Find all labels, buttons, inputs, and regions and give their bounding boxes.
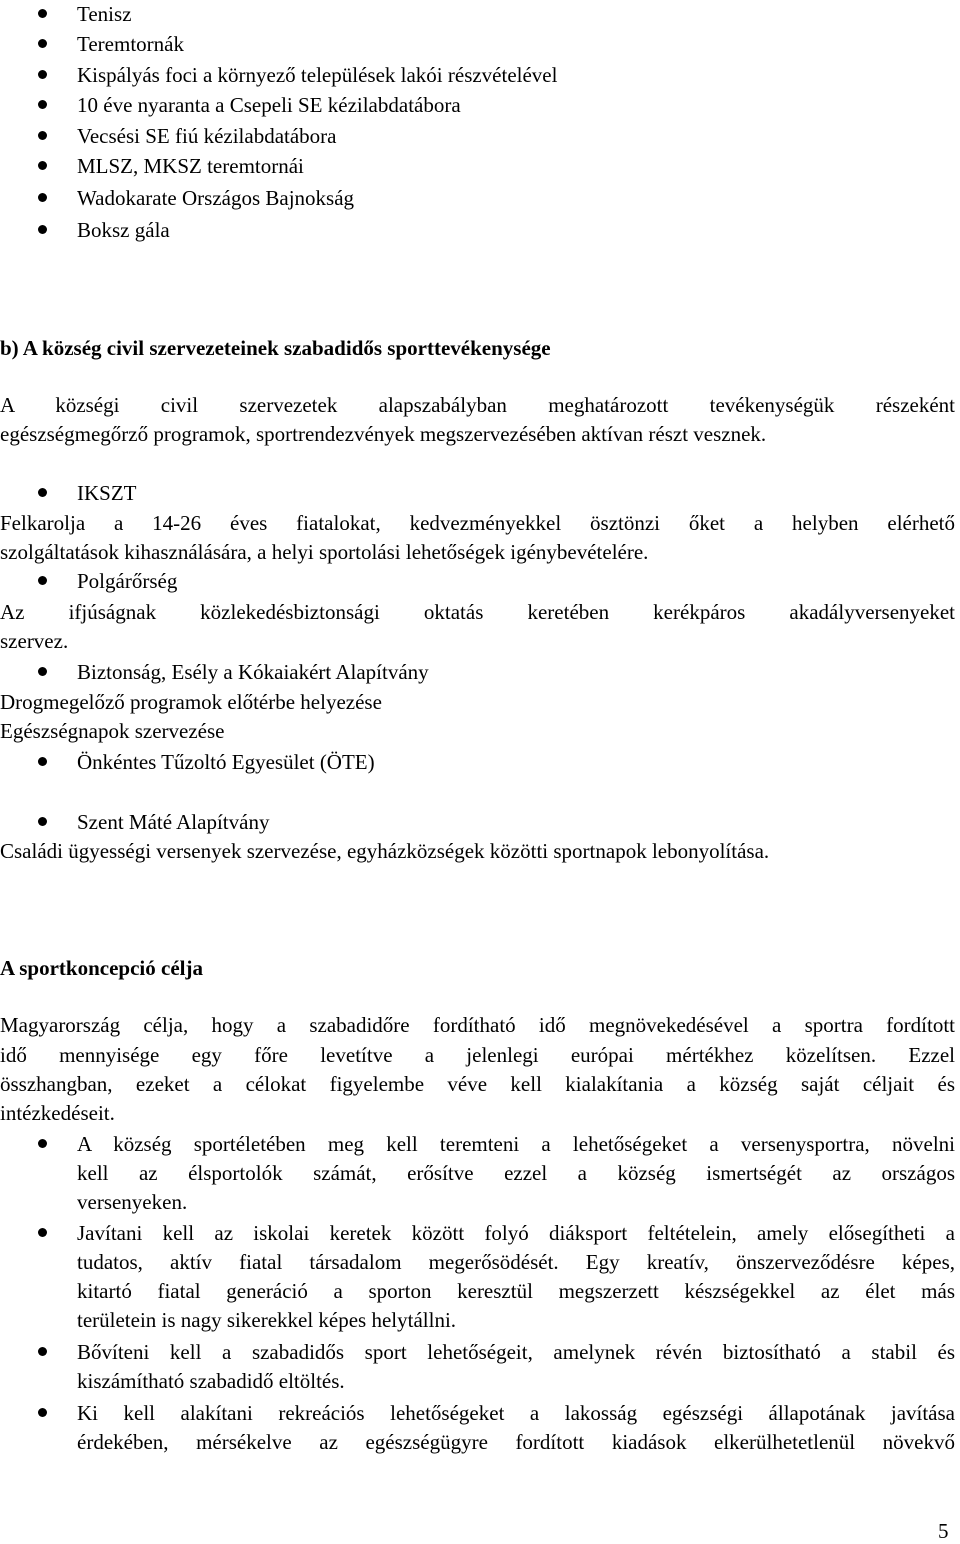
paragraph-line: egészségmegőrző programok, sportrendezvények megszervezésében aktívan részt vesznek.: [0, 422, 767, 446]
list-item-line: érdekében, mérsékelve az egészségügyre fordított kiadások elkerülhetetlenül növekvő: [77, 1430, 955, 1454]
paragraph-line: Az ifjúságnak közlekedésbiztonsági oktatás keretében kerékpáros akadályversenyeket: [0, 600, 955, 624]
list-item: Boksz gála: [77, 218, 170, 242]
paragraph-line: összhangban, ezeket a célokat figyelembe véve kell kialakítania a község saját céljait és: [0, 1072, 955, 1096]
list-item-line: kitartó fiatal generáció a sporton keresztül megszerzett készségekkel az élet más: [77, 1279, 955, 1303]
list-item-line: versenyeken.: [77, 1190, 188, 1214]
bullet-icon: [38, 817, 47, 826]
org-name: Önkéntes Tűzoltó Egyesület (ÖTE): [77, 750, 375, 774]
page-number: 5: [938, 1519, 949, 1543]
list-item: MLSZ, MKSZ teremtornái: [77, 154, 304, 178]
paragraph-line: Magyarország célja, hogy a szabadidőre fordítható idő megnövekedésével a sportra fordított: [0, 1013, 955, 1037]
org-name: Szent Máté Alapítvány: [77, 810, 270, 834]
list-item-line: A község sportéletében meg kell teremteni a lehetőségeket a versenysportra, növelni: [77, 1132, 955, 1156]
list-item-line: kiszámítható szabadidő eltöltés.: [77, 1369, 345, 1393]
list-item-line: területein is nagy sikerekkel képes helytállni.: [77, 1308, 457, 1332]
org-name: Polgárőrség: [77, 569, 178, 593]
bullet-icon: [38, 1139, 47, 1148]
bullet-icon: [38, 1347, 47, 1356]
paragraph-line: Családi ügyességi versenyek szervezése, egyházközségek közötti sportnapok lebonyolítása.: [0, 839, 770, 863]
org-name: Biztonság, Esély a Kókaiakért Alapítvány: [77, 660, 429, 684]
bullet-icon: [38, 131, 47, 140]
list-item-line: Bővíteni kell a szabadidős sport lehetőségeit, amelynek révén biztosítható a stabil és: [77, 1340, 955, 1364]
paragraph-line: szolgáltatások kihasználására, a helyi sportolási lehetőségek igénybevételére.: [0, 540, 649, 564]
org-name: IKSZT: [77, 481, 137, 505]
list-item: Kispályás foci a környező települések lakói részvételével: [77, 63, 558, 87]
bullet-icon: [38, 70, 47, 79]
list-item-line: Ki kell alakítani rekreációs lehetőségeket a lakosság egészségi állapotának javítása: [77, 1401, 955, 1425]
bullet-icon: [38, 757, 47, 766]
list-item-line: tudatos, aktív fiatal társadalom megerősödését. Egy kreatív, önszerveződésre képes,: [77, 1250, 955, 1274]
section-heading: b) A község civil szervezeteinek szabadidős sporttevékenysége: [0, 336, 551, 360]
bullet-icon: [38, 1408, 47, 1417]
bullet-icon: [38, 488, 47, 497]
bullet-icon: [38, 100, 47, 109]
bullet-icon: [38, 193, 47, 202]
list-item: 10 éve nyaranta a Csepeli SE kézilabdatábora: [77, 93, 461, 117]
bullet-icon: [38, 1228, 47, 1237]
bullet-icon: [38, 225, 47, 234]
paragraph-line: idő mennyisége egy főre levetítve a jelenlegi európai mértékhez közelítsen. Ezzel: [0, 1043, 955, 1067]
paragraph-line: Felkarolja a 14-26 éves fiatalokat, kedvezményekkel ösztönzi őket a helyben elérhető: [0, 511, 955, 535]
list-item-line: kell az élsportolók számát, erősítve ezzel a község ismertségét az országos: [77, 1161, 955, 1185]
paragraph-line: Egészségnapok szervezése: [0, 719, 225, 743]
bullet-icon: [38, 39, 47, 48]
paragraph-line: szervez.: [0, 629, 69, 653]
bullet-icon: [38, 576, 47, 585]
paragraph-line: intézkedéseit.: [0, 1101, 115, 1125]
bullet-icon: [38, 9, 47, 18]
list-item-line: Javítani kell az iskolai keretek között folyó diáksport feltételein, amely elősegítheti a: [77, 1221, 955, 1245]
paragraph-line: Drogmegelőző programok előtérbe helyezése: [0, 690, 382, 714]
paragraph-line: A községi civil szervezetek alapszabályban meghatározott tevékenységük részeként: [0, 393, 955, 417]
section-heading: A sportkoncepció célja: [0, 956, 203, 980]
list-item: Tenisz: [77, 2, 132, 26]
list-item: Teremtornák: [77, 32, 184, 56]
bullet-icon: [38, 667, 47, 676]
list-item: Vecsési SE fiú kézilabdatábora: [77, 124, 337, 148]
bullet-icon: [38, 161, 47, 170]
list-item: Wadokarate Országos Bajnokság: [77, 186, 355, 210]
